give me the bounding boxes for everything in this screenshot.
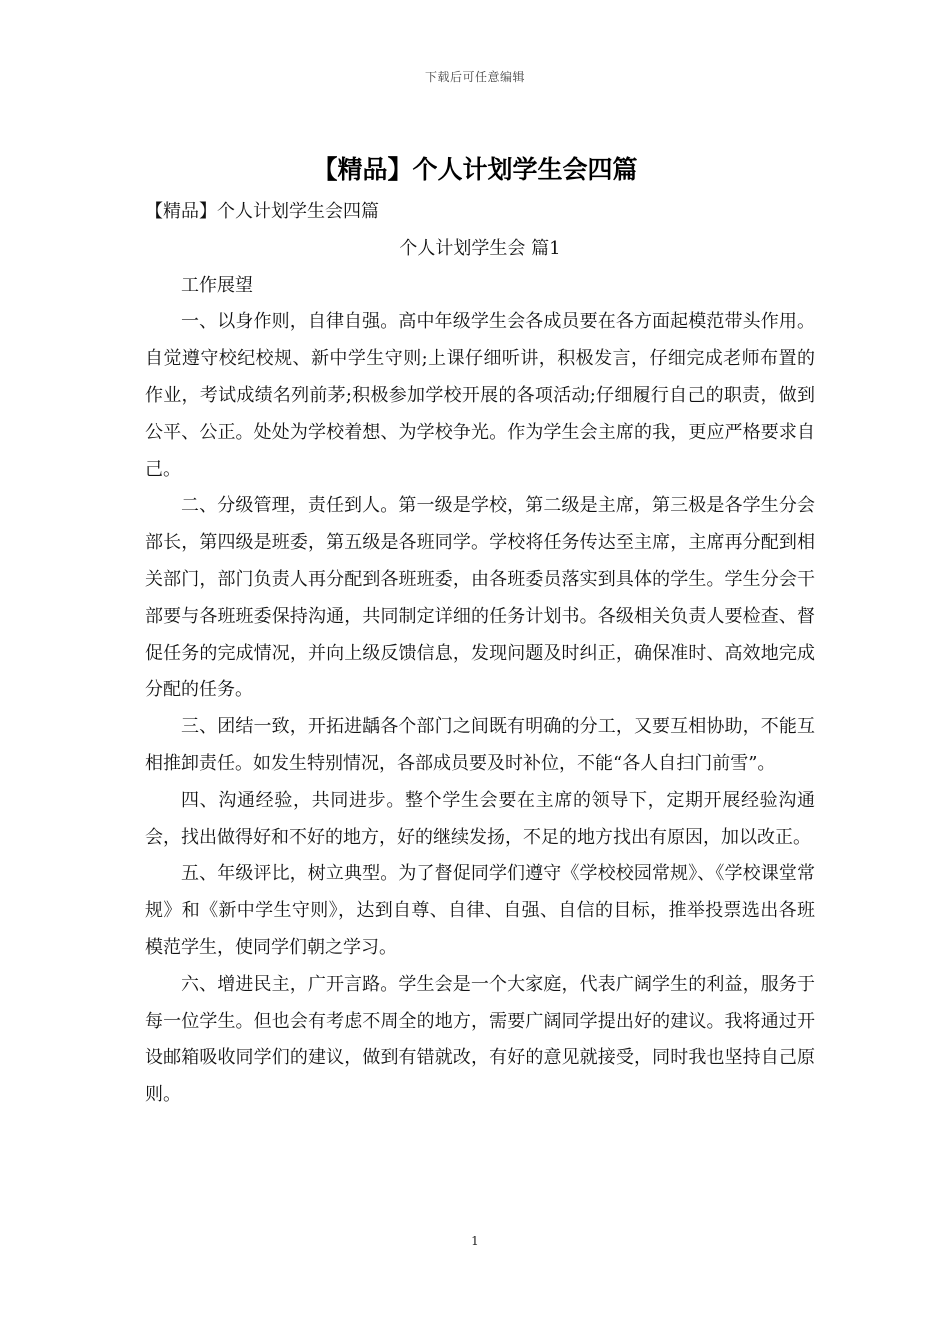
document-body — [145, 194, 815, 1114]
paragraph-2: 二、分级管理，责任到人。第一级是学校，第二级是主席，第三极是各学生分会部长，第四级是班委，第五级是各班同学。学校将任务传达至主席，主席再分配到相关部门，部门负责人再分配到各班班委，由各班委员落实到具体的学生。学生分会干部要与各班班委保持沟通，共同制定详细的任务计划书。各级相关负责人要检查、督促任务的完成情况，并向上级反馈信息，发现问题及时纠正，确保准时、高效地完成分配的任务。 — [145, 495, 815, 701]
paragraph-6: 六、增进民主，广开言路。学生会是一个大家庭，代表广阔学生的利益，服务于每一位学生。但也会有考虑不周全的地方，需要广阔同学提出好的建议。我将通过开设邮箱吸收同学们的建议，做到有错就改，有好的意见就接受，同时我也坚持自己原则。 — [145, 973, 815, 1106]
section-heading: 个人计划学生会 篇1 — [399, 237, 561, 259]
paragraph-1: 一、以身作则，自律自强。高中年级学生会各成员要在各方面起模范带头作用。自觉遵守校纪校规、新中学生守则;上课仔细听讲，积极发言，仔细完成老师布置的作业，考试成绩名列前茅;积极参加学校开展的各项活动;仔细履行自己的职责，做到公平、公正。处处为学校着想、为学校争光。作为学生会主席的我，更应严格要求自己。 — [145, 311, 815, 480]
paragraph-work-outlook: 工作展望 — [181, 274, 253, 296]
paragraph-4: 四、沟通经验，共同进步。整个学生会要在主席的领导下，定期开展经验沟通会，找出做得好和不好的地方，好的继续发扬，不足的地方找出有原因，加以改正。 — [145, 789, 815, 848]
document-title: 【精品】个人计划学生会四篇 — [312, 155, 638, 184]
page-number: 1 — [471, 1234, 479, 1248]
document-subtitle: 【精品】个人计划学生会四篇 — [145, 201, 379, 222]
header-note: 下载后可任意编辑 — [424, 70, 525, 84]
paragraph-5: 五、年级评比，树立典型。为了督促同学们遵守《学校校园常规》、《学校课堂常规》和《新中学生守则》，达到自尊、自律、自强、自信的目标，推举投票选出各班模范学生，使同学们朝之学习。 — [145, 863, 815, 958]
paragraph-3: 三、团结一致，开拓进龋各个部门之间既有明确的分工，又要互相协助，不能互相推卸责任。如发生特别情况，各部成员要及时补位，不能“各人自扫门前雪”。 — [145, 716, 815, 774]
